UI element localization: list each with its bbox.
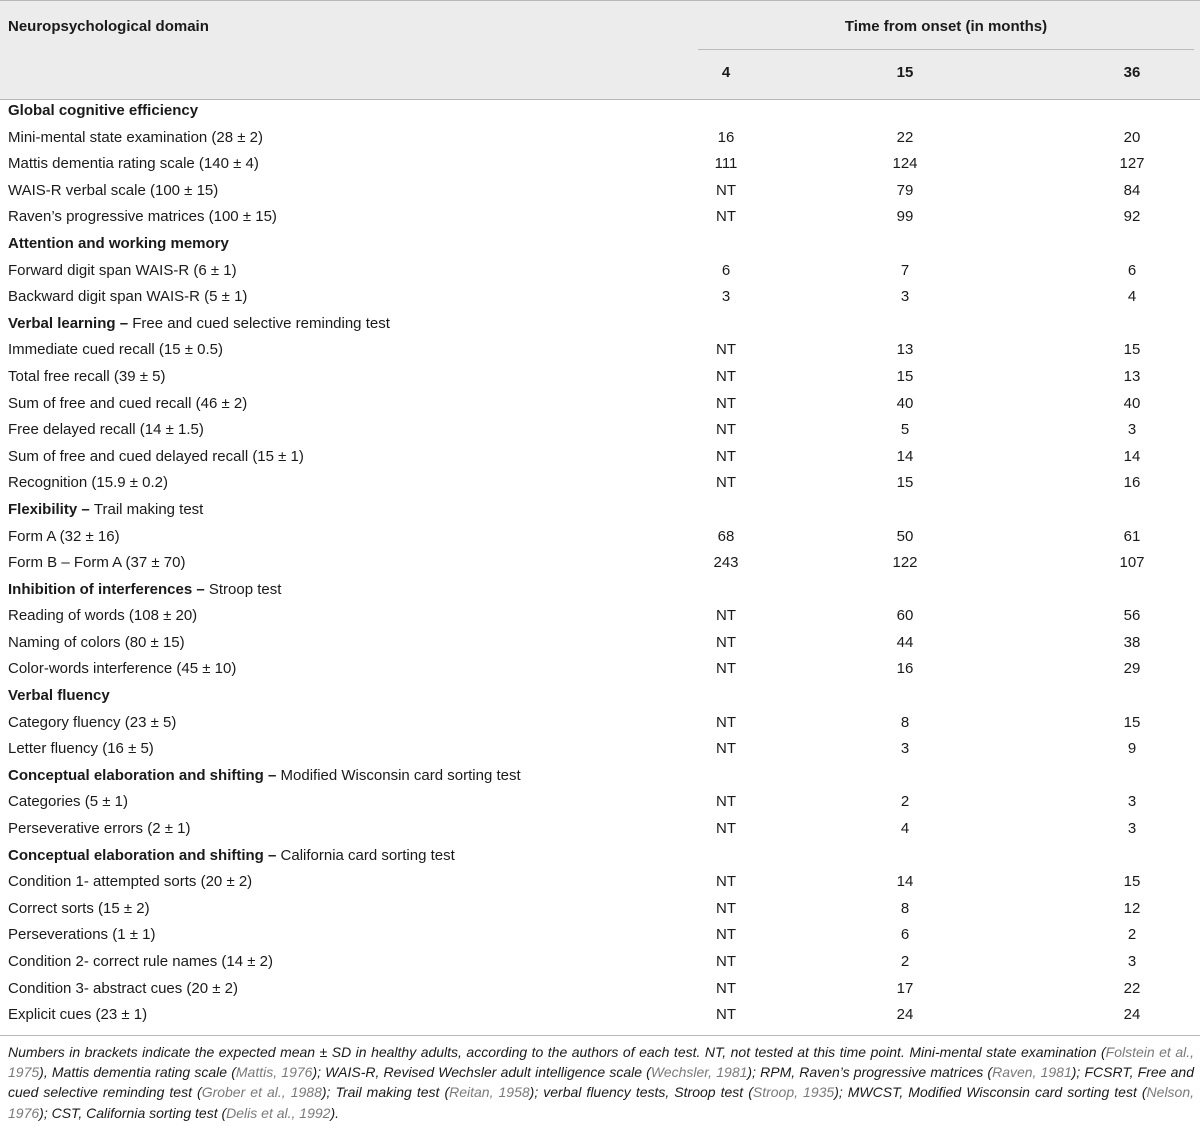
time-from-onset-header: Time from onset (in months) (844, 18, 1048, 35)
test-label: Mattis dementia rating scale (140 ± 4) (8, 155, 259, 173)
citation-link: Delis et al., 1992 (226, 1104, 331, 1121)
score-cell: 40 (1123, 394, 1141, 412)
test-label: Condition 2- correct rule names (14 ± 2) (8, 953, 274, 970)
score-cell: 2 (900, 793, 910, 811)
column-header-15-months: 15 (896, 64, 914, 81)
citation-link: Grober et al., 1988 (201, 1084, 322, 1101)
score-cell: 56 (1123, 607, 1141, 625)
test-label: Perseverative errors (2 ± 1) (8, 820, 191, 838)
score-cell: NT (716, 367, 736, 385)
score-cell: 17 (896, 979, 914, 997)
score-cell: 16 (896, 660, 914, 678)
score-cell: NT (716, 607, 736, 625)
table-body (0, 98, 1200, 1029)
score-cell: 16 (717, 128, 735, 146)
score-cell: NT (716, 341, 736, 359)
score-cell: 4 (1127, 288, 1137, 306)
score-cell: 2 (900, 953, 910, 970)
test-label: Explicit cues (23 ± 1) (8, 1006, 148, 1024)
table-row (0, 178, 1200, 205)
test-label: Free delayed recall (14 ± 1.5) (8, 421, 204, 439)
test-label: Total free recall (39 ± 5) (8, 367, 166, 385)
score-cell: 84 (1123, 181, 1141, 199)
section-header-row (0, 763, 1200, 790)
score-cell: 22 (896, 128, 914, 146)
section-test-name: Stroop test (208, 580, 282, 598)
test-label: Naming of colors (80 ± 15) (8, 633, 185, 651)
test-label: Color-words interference (45 ± 10) (8, 660, 237, 678)
test-label: Condition 1- attempted sorts (20 ± 2) (8, 873, 253, 891)
score-cell: 124 (892, 155, 918, 173)
table-row (0, 630, 1200, 657)
section-title-bold: Conceptual elaboration and shifting – (8, 846, 277, 864)
table-row (0, 284, 1200, 311)
table-row (0, 656, 1200, 683)
section-title-bold: Verbal learning – (8, 314, 129, 332)
score-cell: 3 (1127, 953, 1137, 970)
table-row (0, 550, 1200, 577)
footnote-text: ); Trail making test ( (321, 1084, 450, 1101)
table-row (0, 816, 1200, 843)
domain-column-header: Neuropsychological domain (8, 18, 209, 35)
table-row (0, 603, 1200, 630)
table-row (0, 524, 1200, 551)
score-cell: 15 (1123, 873, 1141, 891)
score-cell: NT (716, 926, 736, 944)
section-title-bold: Attention and working memory (8, 234, 229, 252)
score-cell: 6 (900, 926, 910, 944)
score-cell: 6 (1127, 261, 1137, 279)
section-test-name: Free and cued selective reminding test (132, 314, 390, 332)
test-label: Categories (5 ± 1) (8, 793, 128, 811)
footnote-text: ); MWCST, Modified Wisconsin card sorting test ( (834, 1084, 1147, 1101)
section-title (8, 763, 521, 790)
section-title-bold: Flexibility – (8, 500, 90, 518)
table-row (0, 949, 1200, 976)
test-label: Forward digit span WAIS-R (6 ± 1) (8, 261, 237, 279)
score-cell: NT (716, 447, 736, 465)
table-row (0, 444, 1200, 471)
section-title (8, 497, 203, 524)
column-header-4-months: 4 (721, 64, 731, 81)
table-row (0, 391, 1200, 418)
footnote-text: ); WAIS-R, Revised Wechsler adult intelligence scale ( (312, 1064, 651, 1081)
score-cell: NT (716, 740, 736, 758)
score-cell: 24 (1123, 1006, 1141, 1024)
score-cell: 29 (1123, 660, 1141, 678)
score-cell: 16 (1123, 474, 1141, 492)
score-cell: 14 (896, 447, 914, 465)
footnote-text: ). (330, 1104, 340, 1121)
test-label: Backward digit span WAIS-R (5 ± 1) (8, 288, 248, 306)
section-header-row (0, 577, 1200, 604)
score-cell: NT (716, 394, 736, 412)
test-label: Condition 3- abstract cues (20 ± 2) (8, 979, 239, 997)
score-cell: NT (716, 1006, 736, 1024)
section-header-row (0, 497, 1200, 524)
section-title (8, 98, 198, 125)
table-footnote (8, 1042, 1194, 1123)
score-cell: 15 (1123, 713, 1141, 731)
footnote-text: ); CST, California sorting test ( (39, 1104, 227, 1121)
section-title (8, 311, 390, 338)
score-cell: NT (716, 820, 736, 838)
section-title-bold: Inhibition of interferences – (8, 580, 205, 598)
score-cell: 22 (1123, 979, 1141, 997)
test-label: Correct sorts (15 ± 2) (8, 899, 150, 917)
section-test-name: Modified Wisconsin card sorting test (280, 766, 521, 784)
citation-link: Reitan, 1958 (449, 1084, 530, 1101)
score-cell: 7 (900, 261, 910, 279)
score-cell: NT (716, 953, 736, 970)
score-cell: 61 (1123, 527, 1141, 545)
table-row (0, 337, 1200, 364)
section-test-name: California card sorting test (280, 846, 455, 864)
section-title-bold: Conceptual elaboration and shifting – (8, 766, 277, 784)
section-test-name: Trail making test (93, 500, 204, 518)
section-title (8, 843, 455, 870)
citation-link: Raven, 1981 (992, 1064, 1072, 1081)
score-cell: NT (716, 713, 736, 731)
table-row (0, 258, 1200, 285)
section-title (8, 577, 281, 604)
score-cell: 122 (892, 554, 918, 572)
footnote-text: ); RPM, Raven’s progressive matrices ( (747, 1064, 993, 1081)
score-cell: 127 (1119, 155, 1145, 173)
citation-link: Wechsler, 1981 (650, 1064, 748, 1081)
score-cell: 5 (900, 421, 910, 439)
score-cell: 8 (900, 899, 910, 917)
score-cell: 3 (1127, 793, 1137, 811)
table-row (0, 976, 1200, 1003)
score-cell: 15 (1123, 341, 1141, 359)
score-cell: 6 (721, 261, 731, 279)
section-header-row (0, 98, 1200, 125)
score-cell: 13 (1123, 367, 1141, 385)
table-row (0, 896, 1200, 923)
test-label: Form B – Form A (37 ± 70) (8, 554, 186, 572)
test-label: Immediate cued recall (15 ± 0.5) (8, 341, 223, 359)
test-label: Form A (32 ± 16) (8, 527, 120, 545)
score-cell: 111 (714, 155, 738, 173)
section-title-bold: Global cognitive efficiency (8, 102, 199, 119)
test-label: Reading of words (108 ± 20) (8, 607, 198, 625)
section-title-bold: Verbal fluency (8, 687, 110, 705)
score-cell: NT (716, 633, 736, 651)
footnote-text: ); verbal fluency tests, Stroop test ( (529, 1084, 753, 1101)
test-label: Mini-mental state examination (28 ± 2) (8, 128, 264, 146)
test-label: Raven’s progressive matrices (100 ± 15) (8, 208, 277, 226)
score-cell: NT (716, 474, 736, 492)
column-header-36-months: 36 (1123, 64, 1141, 81)
header-divider (698, 49, 1194, 50)
score-cell: 14 (1123, 447, 1141, 465)
section-header-row (0, 683, 1200, 710)
score-cell: 79 (896, 181, 914, 199)
table-bottom-rule (0, 1035, 1200, 1036)
score-cell: 3 (1127, 820, 1137, 838)
test-label: Perseverations (1 ± 1) (8, 926, 156, 944)
table-row (0, 869, 1200, 896)
score-cell: 9 (1127, 740, 1137, 758)
score-cell: 2 (1127, 926, 1137, 944)
score-cell: 3 (900, 288, 910, 306)
score-cell: NT (716, 421, 736, 439)
score-cell: 44 (896, 633, 914, 651)
section-header-row (0, 311, 1200, 338)
test-label: Recognition (15.9 ± 0.2) (8, 474, 168, 492)
table-row (0, 417, 1200, 444)
citation-link: Nelson, 1976 (8, 1084, 1195, 1121)
score-cell: 12 (1123, 899, 1141, 917)
score-cell: NT (716, 979, 736, 997)
score-cell: NT (716, 181, 736, 199)
score-cell: 92 (1123, 208, 1141, 226)
table-row (0, 922, 1200, 949)
score-cell: NT (716, 793, 736, 811)
test-label: Sum of free and cued delayed recall (15 ± 1) (8, 447, 304, 465)
table-row (0, 151, 1200, 178)
score-cell: 14 (896, 873, 914, 891)
table-row (0, 1002, 1200, 1029)
score-cell: 15 (896, 474, 914, 492)
score-cell: 68 (717, 527, 735, 545)
score-cell: 40 (896, 394, 914, 412)
score-cell: 8 (900, 713, 910, 731)
score-cell: NT (716, 208, 736, 226)
table-row (0, 736, 1200, 763)
score-cell: NT (716, 660, 736, 678)
footnote-text: ); FCSRT, Free and cued selective reminding test ( (8, 1064, 1195, 1101)
table-row (0, 789, 1200, 816)
score-cell: NT (716, 873, 736, 891)
test-label: Category fluency (23 ± 5) (8, 713, 177, 731)
table-header (0, 0, 1200, 100)
citation-link: Stroop, 1935 (752, 1084, 835, 1101)
score-cell: 3 (721, 288, 731, 306)
score-cell: 3 (900, 740, 910, 758)
table-row (0, 204, 1200, 231)
section-header-row (0, 843, 1200, 870)
score-cell: 3 (1127, 421, 1137, 439)
score-cell: 99 (896, 208, 914, 226)
section-title (8, 683, 110, 710)
score-cell: 243 (713, 554, 739, 572)
footnote-text: ), Mattis dementia rating scale ( (39, 1064, 236, 1081)
score-cell: 13 (896, 341, 914, 359)
section-title (8, 231, 229, 258)
test-label: Letter fluency (16 ± 5) (8, 740, 154, 758)
test-label: WAIS-R verbal scale (100 ± 15) (8, 181, 219, 199)
score-cell: 4 (900, 820, 910, 838)
table-row (0, 125, 1200, 152)
citation-link: Folstein et al., 1975 (8, 1044, 1194, 1081)
citation-link: Mattis, 1976 (235, 1064, 313, 1081)
score-cell: 20 (1123, 128, 1141, 146)
table-row (0, 364, 1200, 391)
score-cell: NT (716, 899, 736, 917)
table-row (0, 710, 1200, 737)
score-cell: 50 (896, 527, 914, 545)
test-label: Sum of free and cued recall (46 ± 2) (8, 394, 248, 412)
table-row (0, 470, 1200, 497)
score-cell: 15 (896, 367, 914, 385)
score-cell: 24 (896, 1006, 914, 1024)
footnote-text: Numbers in brackets indicate the expected mean ± SD in healthy adults, according to the authors of each test. NT, not tested at this time point. Mini-mental state examination ( (8, 1044, 1106, 1060)
score-cell: 60 (896, 607, 914, 625)
score-cell: 107 (1119, 554, 1145, 572)
score-cell: 38 (1123, 633, 1141, 651)
section-header-row (0, 231, 1200, 258)
